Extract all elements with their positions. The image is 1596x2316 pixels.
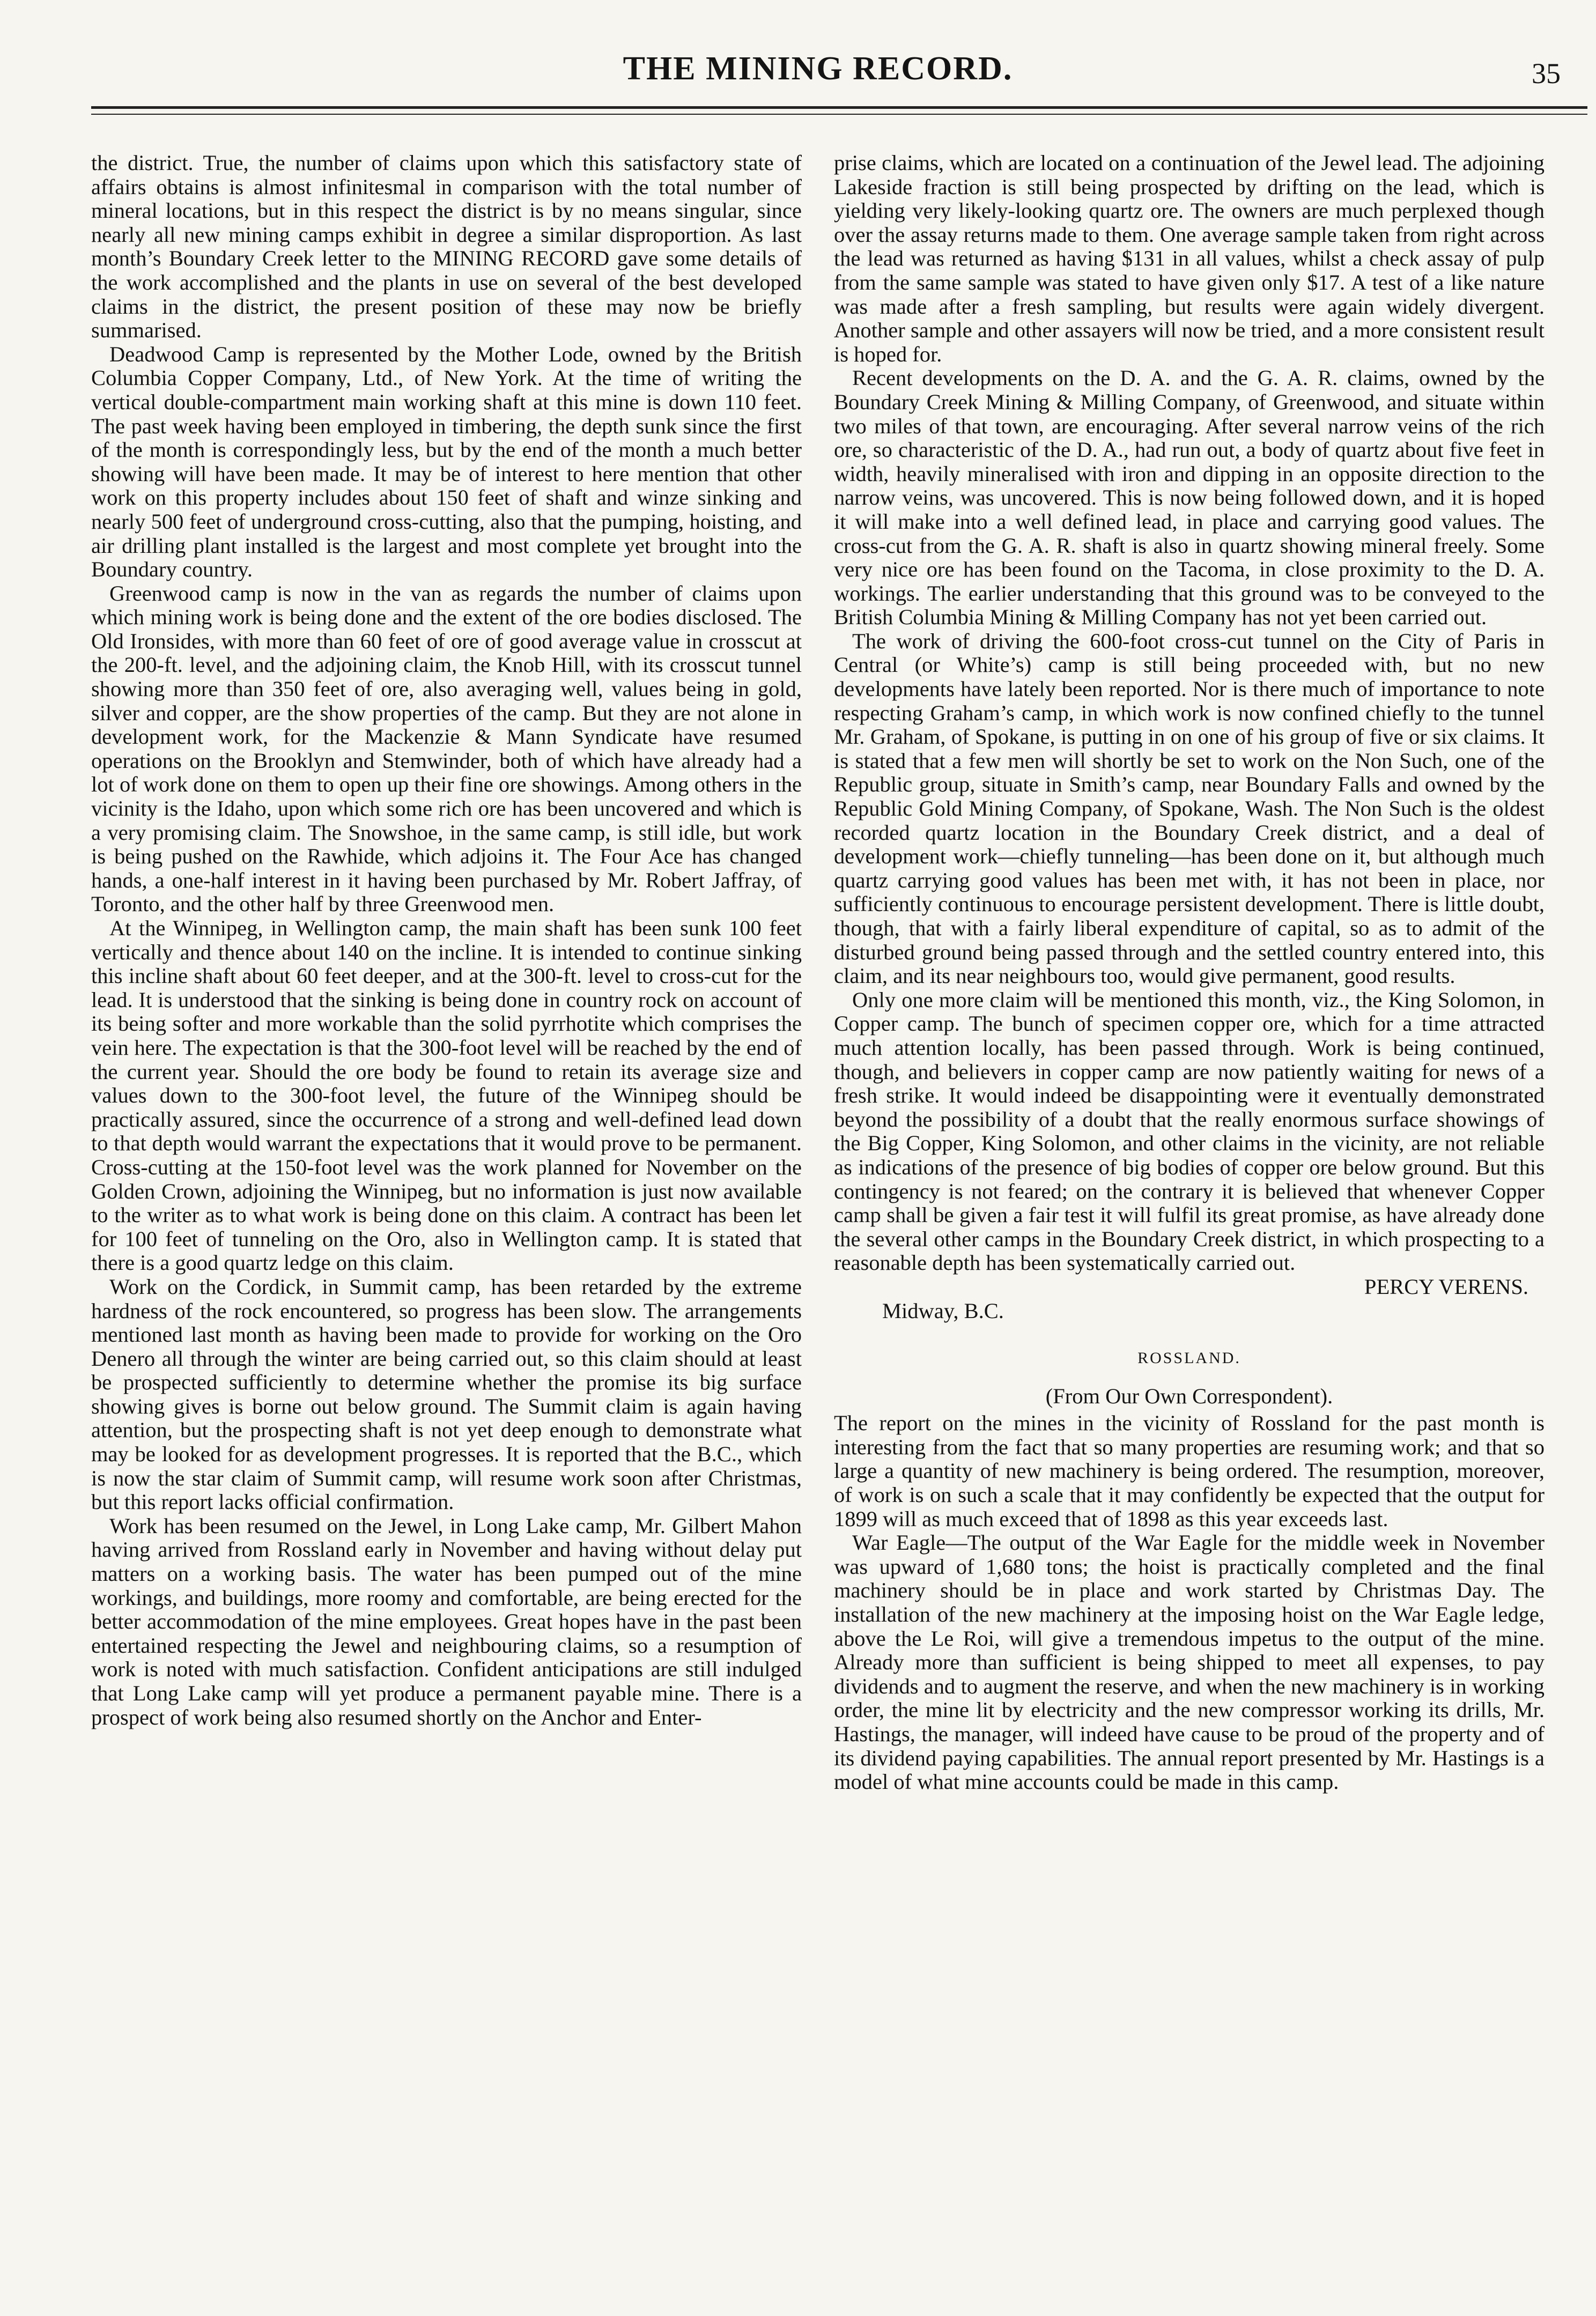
- section-subheading: (From Our Own Correspondent).: [1045, 1383, 1333, 1408]
- paragraph: Greenwood camp is now in the van as regards the number of claims upon which mining work is being done and the extent of the ore bodies disclosed. The Old Ironsides, with more than 60 feet of ore of good average value in crosscut at the 200-ft. level, and the adjoining claim, the Knob Hill, with its crosscut tunnel showing more than 350 feet of ore, also averaging well, values being in gold, silver and copper, are the show properties of the camp. But they are not alone in development work, for the Mackenzie & Mann Syndicate have resumed operations on the Brooklyn and Stemwinder, both of which have already had a lot of work done on them to open up their fine ore showings. Among others in the vicinity is the Idaho, upon which some rich ore has been uncovered and which is a very promising claim. The Snowshoe, in the same camp, is still idle, but work is being pushed on the Rawhide, which adjoins it. The Four Ace has changed hands, a one-half interest in it having been purchased by Mr. Robert Jaffray, of Toronto, and the other half by three Greenwood men.: [91, 581, 802, 916]
- right-column: [834, 151, 1545, 2285]
- paragraph: War Eagle—The output of the War Eagle for the middle week in November was upward of 1,680 tons; the hoist is practically completed and the final machinery should be in place and work started by Christmas Day. The installation of the new machinery at the imposing hoist on the War Eagle ledge, above the Le Roi, will give a tremendous impetus to the output of the mine. Already more than sufficient is being shipped to meet all expenses, to pay dividends and to augment the reserve, and when the new machinery is in working order, the mine lit by electricity and the new compressor working its drills, Mr. Hastings, the manager, will indeed have cause to be proud of the property and of its dividend paying capabilities. The annual report presented by Mr. Hastings is a model of what mine accounts could be made in this camp.: [834, 1530, 1545, 1794]
- paragraph: Work on the Cordick, in Summit camp, has been retarded by the extreme hardness of the rock encountered, so progress has been slow. The arrangements mentioned last month as having been made to provide for working on the Oro Denero all through the winter are being carried out, so this claim should at least be prospected sufficiently to determine whether the promise its big surface showing gives is borne out below ground. The Summit claim is again having attention, but the prospecting shaft is not yet deep enough to demonstrate what may be looked for as development progresses. It is reported that the B.C., which is now the star claim of Summit camp, will resume work soon after Christmas, but this report lacks official confirmation.: [91, 1274, 802, 1514]
- paragraph: Only one more claim will be mentioned this month, viz., the King Solomon, in Copper camp. The bunch of specimen copper ore, which for a time attracted much attention locally, has been passed through. Work is being continued, though, and believers in copper camp are now patiently waiting for news of a fresh strike. It would indeed be disappointing were it eventually demonstrated beyond the possibility of a doubt that the really enormous surface showings of the Big Copper, King Solomon, and other claims in the vicinity, are not reliable as indications of the presence of big bodies of copper ore below ground. But this contingency is not feared; on the contrary it is believed that whenever Copper camp shall be given a fair test it will fulfil its great promise, as have already done the several other camps in the Boundary Creek district, in which prospecting to a reasonable depth has been systematically carried out.: [834, 987, 1545, 1275]
- journal-title: THE MINING RECORD.: [623, 50, 1013, 87]
- paragraph: prise claims, which are located on a continuation of the Jewel lead. The adjoining Lakeside fraction is still being prospected by drifting on the lead, which is yielding very likely-looking quartz ore. The owners are much perplexed though over the assay returns made to them. One average sample taken from right across the lead was returned as having $131 in all values, whilst a check assay of pulp from the same sample was stated to have given only $17. A test of a like nature was made after a fresh sampling, but results were again widely divergent. Another sample and other assayers will now be tried, and a more consistent result is hoped for.: [834, 151, 1545, 366]
- author-signature: PERCY VERENS.: [1364, 1274, 1528, 1299]
- section-heading: ROSSLAND.: [1137, 1349, 1241, 1367]
- paragraph: The work of driving the 600-foot cross-cut tunnel on the City of Paris in Central (or White’s) camp is still being proceeded with, but no new developments have lately been reported. Nor is there much of importance to note respecting Graham’s camp, in which work is now confined chiefly to the tunnel Mr. Graham, of Spokane, is putting in on one of his group of five or six claims. It is stated that a few men will shortly be set to work on the Non Such, one of the Republic group, situate in Smith’s camp, near Boundary Falls and owned by the Republic Gold Mining Company, of Spokane, Wash. The Non Such is the oldest recorded quartz location in the Boundary Creek district, and a deal of development work—chiefly tunneling—has been done on it, but although much quartz carrying good values has been met with, it has not been in place, nor sufficiently continuous to encourage persistent development. There is little doubt, though, that with a fairly liberal expenditure of capital, so as to admit of the disturbed ground being passed through and the settled country entered into, this claim, and its near neighbours too, would give permanent, good results.: [834, 628, 1545, 988]
- header-rule-thin: [91, 114, 1587, 115]
- paragraph: At the Winnipeg, in Wellington camp, the main shaft has been sunk 100 feet vertically and thence about 140 on the incline. It is intended to continue sinking this incline shaft about 60 feet deeper, and at the 300-ft. level to cross-cut for the lead. It is understood that the sinking is being done in country rock on account of its being softer and more workable than the solid pyrrhotite which comprises the vein here. The expectation is that the 300-foot level will be reached by the end of the current year. Should the ore body be found to retain its average size and values down to the 300-foot level, the future of the Winnipeg should be practically assured, since the occurrence of a strong and well-defined lead down to that depth would warrant the expectations that it would prove to be permanent. Cross-cutting at the 150-foot level was the work planned for November on the Golden Crown, adjoining the Winnipeg, but no information is just now available to the writer as to what work is being done on this claim. A contract has been let for 100 feet of tunneling on the Oro, also in Wellington camp. It is stated that there is a good quartz ledge on this claim.: [91, 916, 802, 1275]
- running-head: [91, 47, 1561, 90]
- signature-row: [834, 1275, 1545, 1299]
- page-number: 35: [1532, 57, 1561, 90]
- header-rule-thick: [91, 106, 1587, 109]
- paragraph: Recent developments on the D. A. and the G. A. R. claims, owned by the Boundary Creek Mining & Milling Company, of Greenwood, and situate within two miles of that town, are encouraging. After several narrow veins of the rich ore, so characteristic of the D. A., had run out, a body of quartz about five feet in width, heavily mineralised with iron and dipping in an opposite direction to the narrow veins, was uncovered. This is now being followed down, and it is hoped it will make into a well defined lead, in place and carrying good values. The cross-cut from the G. A. R. shaft is also in quartz showing mineral freely. Some very nice ore has been found on the Tacoma, in close proximity to the D. A. workings. The earlier understanding that this ground was to be conveyed to the British Columbia Mining & Milling Company has not yet been carried out.: [834, 366, 1545, 630]
- paragraph: Work has been resumed on the Jewel, in Long Lake camp, Mr. Gilbert Mahon having arrived from Rossland early in November and having without delay put matters on a working basis. The water has been pumped out of the mine workings, and buildings, more roomy and comfortable, are being erected for the better accommodation of the mine employees. Great hopes have in the past been entertained respecting the Jewel and neighbouring claims, so a resumption of work is noted with much satisfaction. Confident anticipations are still indulged that Long Lake camp will yet produce a permanent payable mine. There is a prospect of work being also resumed shortly on the Anchor and Enter-: [91, 1513, 802, 1729]
- left-column: [91, 151, 802, 2285]
- paragraph: Deadwood Camp is represented by the Mother Lode, owned by the British Columbia Copper Company, Ltd., of New York. At the time of writing the vertical double-compartment main working shaft at this mine is down 110 feet. The past week having been employed in timbering, the depth sunk since the first of the month is correspondingly less, but by the end of the month a much better showing will have been made. It may be of interest to here mention that other work on this property includes about 150 feet of shaft and winze sinking and nearly 500 feet of underground cross-cutting, also that the pumping, hoisting, and air drilling plant installed is the largest and most complete yet brought into the Boundary country.: [91, 342, 802, 582]
- paragraph: the district. True, the number of claims upon which this satisfactory state of affairs obtains is almost infinitesmal in comparison with the total number of mineral locations, but in this respect the district is by no means singular, since nearly all new mining camps exhibit in degree a similar disproportion. As last month’s Boundary Creek letter to the MINING RECORD gave some details of the work accomplished and the plants in use on several of the best developed claims in the district, the present position of these may now be briefly summarised.: [91, 151, 802, 343]
- paragraph: The report on the mines in the vicinity of Rossland for the past month is interesting from the fact that so many properties are resuming work; and that so large a quantity of new machinery is being ordered. The resumption, moreover, of work is on such a scale that it may confidently be expected that the output for 1899 will as much exceed that of 1898 as this year exceeds last.: [834, 1411, 1545, 1531]
- dateline: Midway, B.C.: [882, 1298, 1004, 1323]
